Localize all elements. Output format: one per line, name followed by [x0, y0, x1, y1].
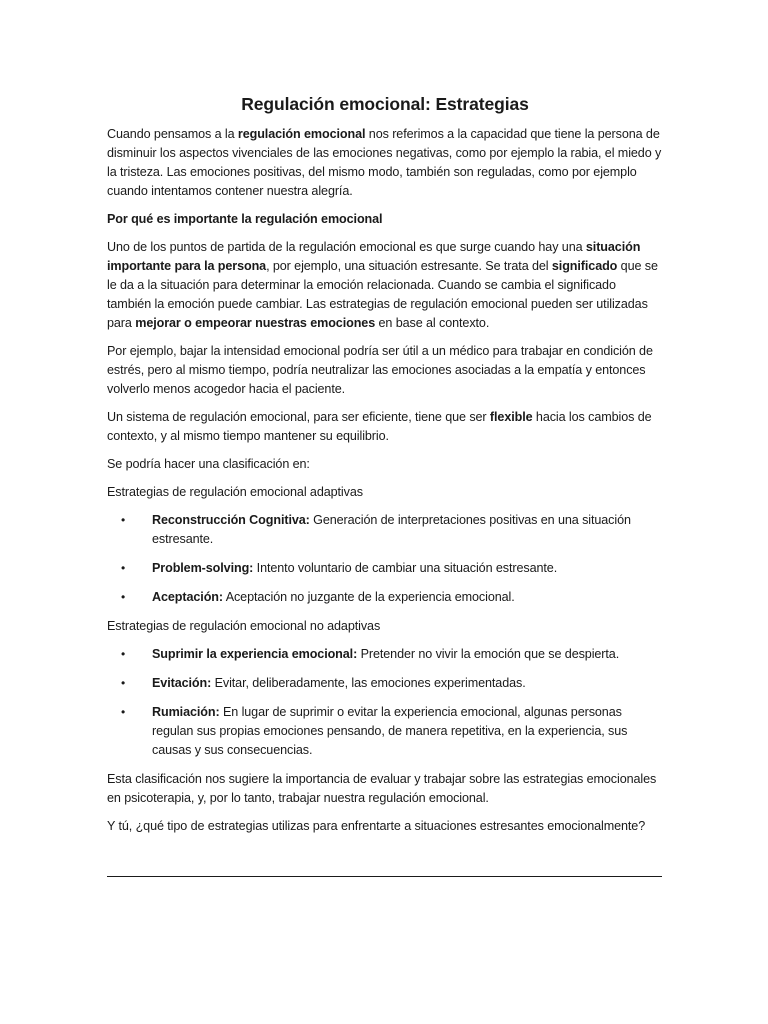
paragraph-intro: Cuando pensamos a la regulación emocional nos referimos a la capacidad que tiene la persona de disminuir los aspectos vivenciales de las emociones negativas, como por ejemplo la rabia, el miedo y la tristeza. Las emociones positivas, del mismo modo, también son reguladas, como por ejemplo cuando intentamos contener nuestra alegría. [107, 127, 662, 198]
section-heading-non-adaptive: Estrategias de regulación emocional no adaptivas [107, 619, 381, 633]
document-title: Regulación emocional: Estrategias [241, 94, 529, 114]
paragraph-importance: Uno de los puntos de partida de la regulación emocional es que surge cuando hay una situación importante para la persona, por ejemplo, una situación estresante. Se trata del significado que se le da a la situación para determinar la emoción relacionada. Cuando se cambia el significado también la emoción puede cambiar. Las estrategias de regulación emocional pueden ser utilizadas para mejorar o empeorar nuestras emociones en base al contexto. [107, 240, 658, 330]
bullet-icon: • [121, 647, 126, 661]
bullet-icon: • [121, 513, 126, 527]
paragraph-classification: Se podría hacer una clasificación en: [107, 457, 310, 471]
list-item: • Evitación: Evitar, deliberadamente, las emociones experimentadas. [107, 674, 663, 693]
list-item: • Suprimir la experiencia emocional: Pretender no vivir la emoción que se despierta. [107, 645, 663, 664]
horizontal-rule [107, 876, 662, 877]
paragraph-question: Y tú, ¿qué tipo de estrategias utilizas para enfrentarte a situaciones estresantes emocionalmente? [107, 819, 646, 833]
paragraph-example: Por ejemplo, bajar la intensidad emocional podría ser útil a un médico para trabajar en condición de estrés, pero al mismo tiempo, podría neutralizar las emociones asociadas a la empatía y entonces volverlo menos acogedor hacia el paciente. [107, 344, 653, 396]
list-item: • Reconstrucción Cognitiva: Generación de interpretaciones positivas en una situación estresante. [121, 513, 631, 546]
list-item: • Rumiación: En lugar de suprimir o evitar la experiencia emocional, algunas personas regulan sus propias emociones pensando, de manera repetitiva, en la experiencia, sus causas y sus consecuencias. [121, 705, 628, 757]
bullet-icon: • [121, 561, 126, 575]
list-adaptive-strategies [107, 511, 663, 607]
paragraph-flexible: Un sistema de regulación emocional, para ser eficiente, tiene que ser flexible hacia los cambios de contexto, y al mismo tiempo mantener su equilibrio. [107, 410, 652, 443]
bullet-icon: • [121, 590, 126, 604]
section-heading-importance: Por qué es importante la regulación emocional [107, 212, 383, 226]
list-item: • Aceptación: Aceptación no juzgante de la experiencia emocional. [107, 588, 663, 607]
document-body [107, 92, 663, 845]
paragraph-conclusion: Esta clasificación nos sugiere la importancia de evaluar y trabajar sobre las estrategias emocionales en psicoterapia, y, por lo tanto, trabajar nuestra regulación emocional. [107, 772, 657, 805]
section-heading-adaptive: Estrategias de regulación emocional adaptivas [107, 485, 363, 499]
list-non-adaptive-strategies [107, 645, 663, 760]
list-item: • Problem-solving: Intento voluntario de cambiar una situación estresante. [107, 559, 663, 578]
bullet-icon: • [121, 705, 126, 719]
bullet-icon: • [121, 676, 126, 690]
